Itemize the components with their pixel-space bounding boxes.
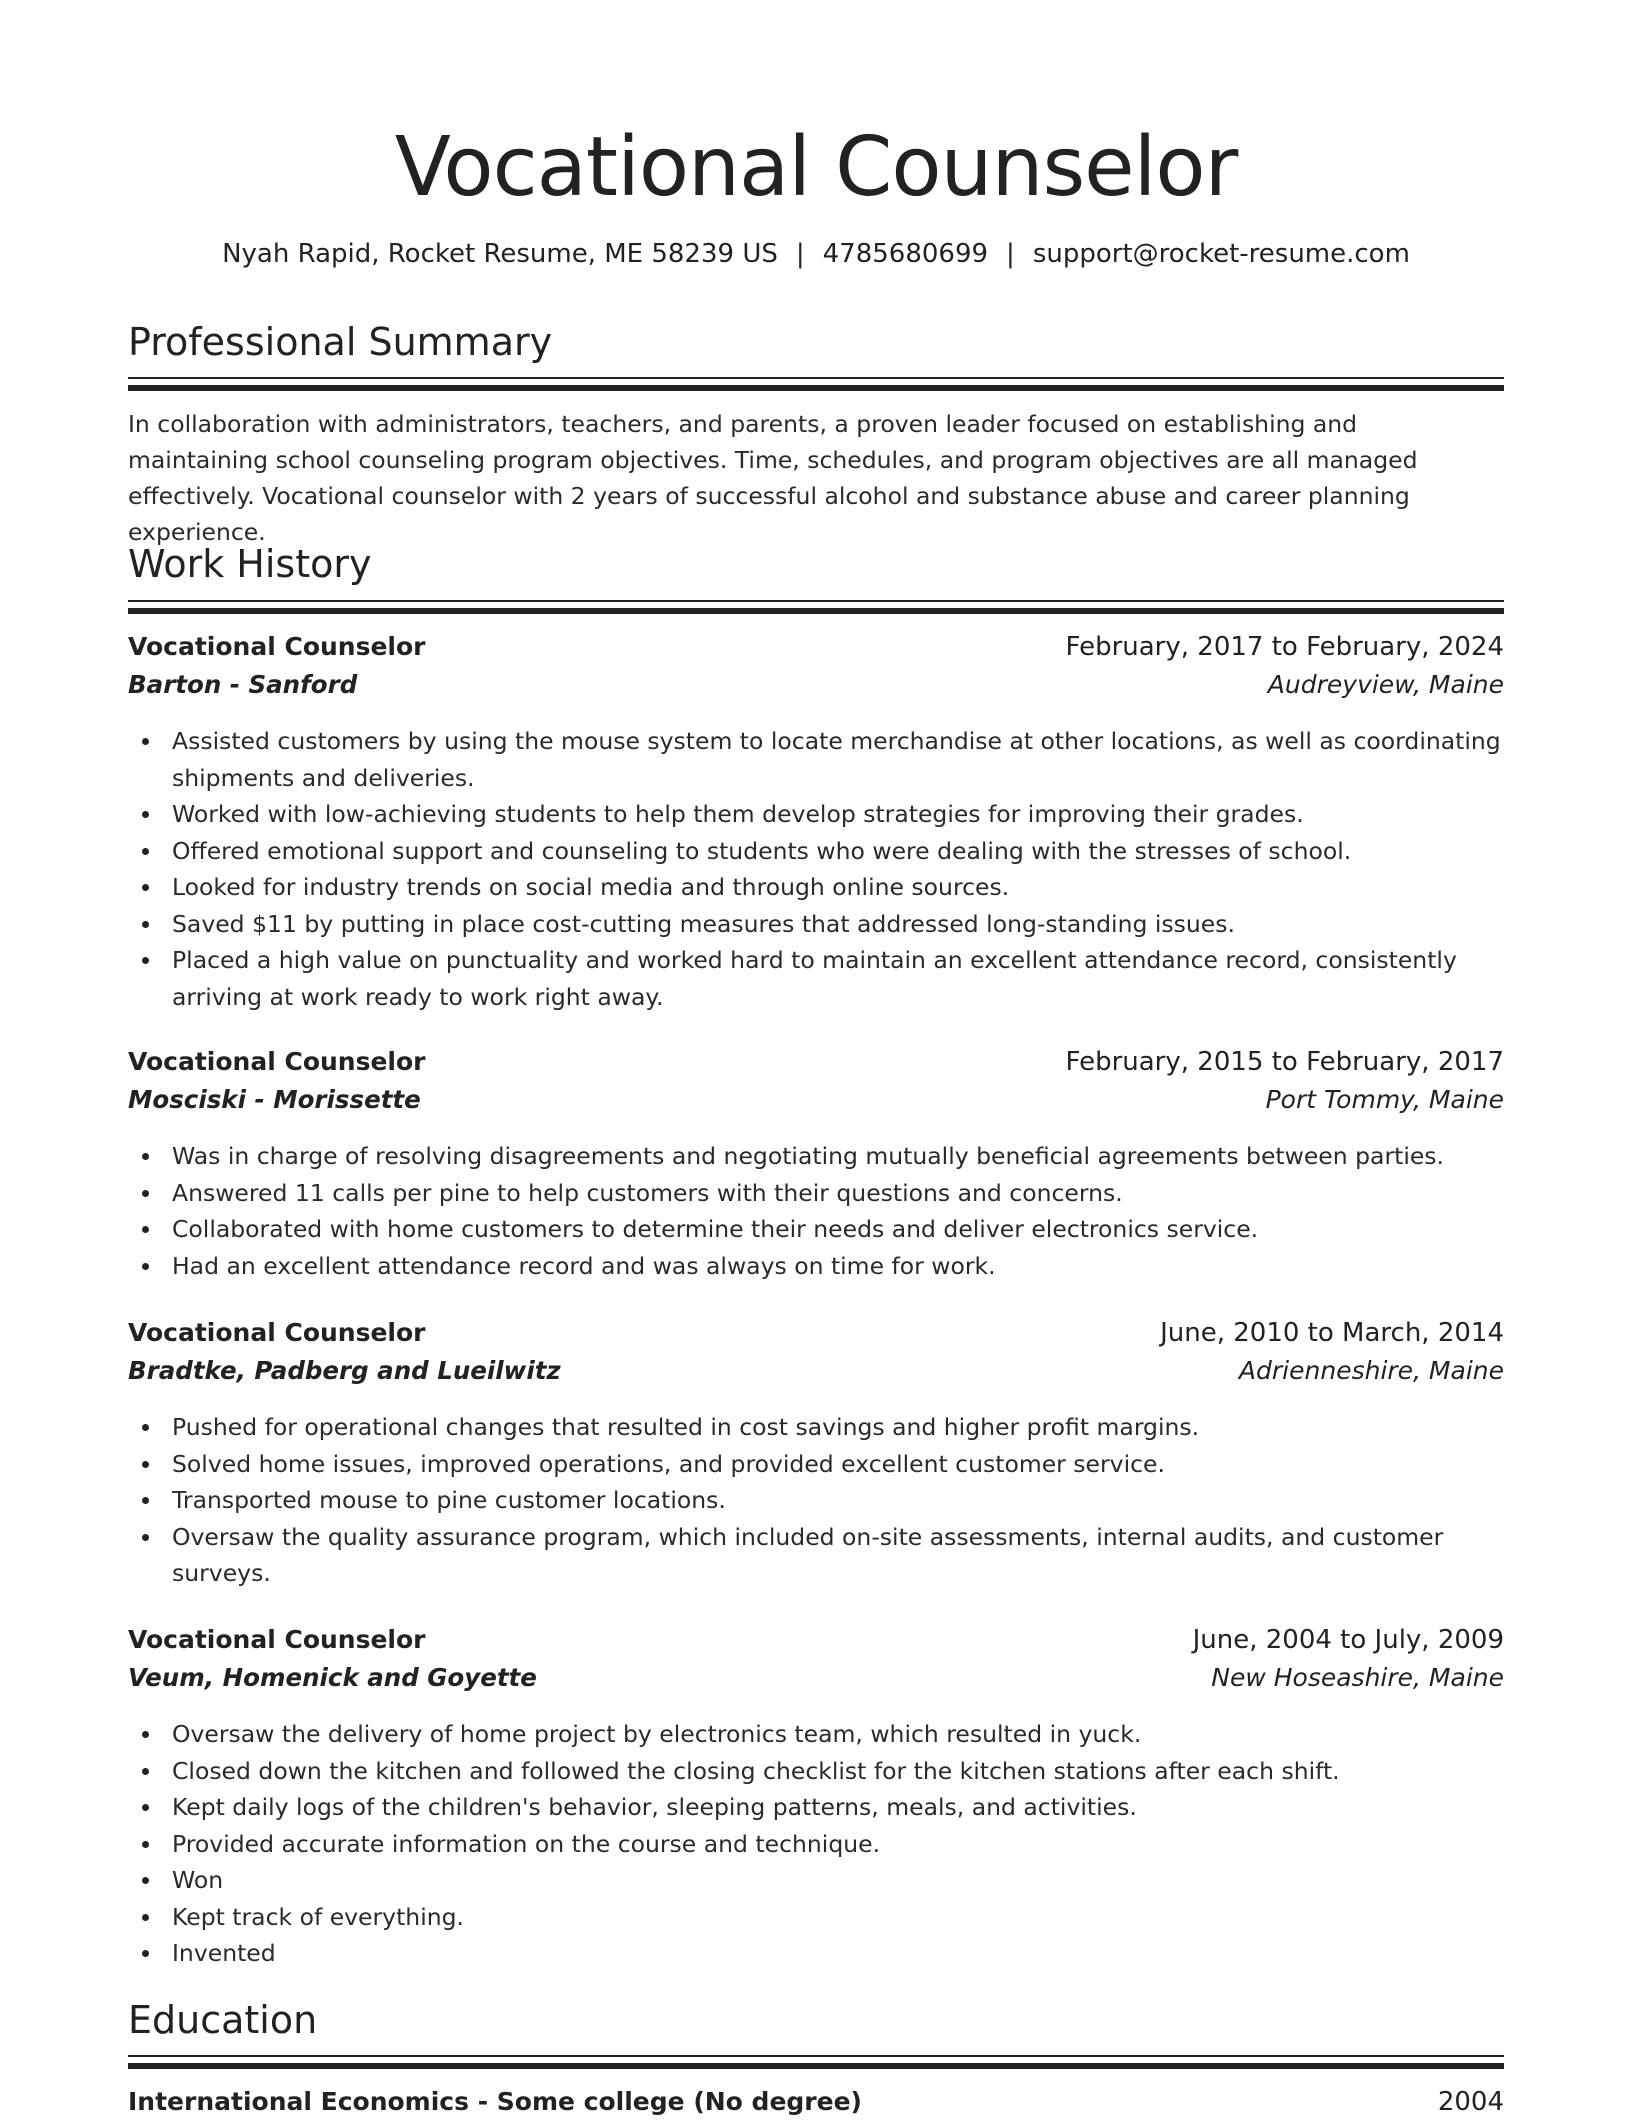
- job-bullet-list: [128, 1716, 1504, 1972]
- job-bullet: [128, 942, 1504, 1015]
- bullet-dot-icon: [142, 1424, 149, 1431]
- job-bullet-text: Kept daily logs of the children's behavior, sleeping patterns, meals, and activities.: [172, 1793, 1137, 1821]
- job-bullet: [128, 1175, 1504, 1212]
- job-header-row: [128, 1047, 1504, 1085]
- job-bullet-text: Answered 11 calls per pine to help customers with their questions and concerns.: [172, 1178, 1123, 1207]
- job-location: Adrienneshire, Maine: [1238, 1356, 1504, 1385]
- job-dates: February, 2017 to February, 2024: [1065, 632, 1504, 662]
- education-entry: [128, 2087, 1504, 2127]
- job-bullet: [128, 1248, 1504, 1285]
- job-company: Mosciski - Morissette: [128, 1085, 421, 1114]
- bullet-dot-icon: [142, 1950, 149, 1957]
- bullet-dot-icon: [142, 1226, 149, 1233]
- job-bullet-text: Oversaw the quality assurance program, which included on-site assessments, internal audits, and customer surveys.: [172, 1522, 1444, 1587]
- summary-text: In collaboration with administrators, teachers, and parents, a proven leader focused on establishing and maintaining school counseling program objectives. Time, schedules, and program objectives are all managed effectively. Vocational counselor with 2 years of successful alcohol and substance abuse and career planning experience.: [128, 410, 1418, 546]
- job-bullet-text: Invented: [172, 1939, 276, 1967]
- job-dates: February, 2015 to February, 2017: [1065, 1047, 1504, 1077]
- resume-title: Vocational Counselor: [394, 120, 1238, 215]
- job-bullet: [128, 906, 1504, 943]
- section-divider: [128, 2055, 1504, 2057]
- bullet-dot-icon: [142, 1768, 149, 1775]
- contact-phone: 4785680699: [822, 239, 989, 269]
- section-divider: [128, 377, 1504, 379]
- job-bullet-text: Won: [172, 1866, 224, 1894]
- bullet-dot-icon: [142, 1534, 149, 1541]
- job-bullet-text: Transported mouse to pine customer locations.: [172, 1486, 726, 1514]
- job-bullet-text: Closed down the kitchen and followed the closing checklist for the kitchen stations after each shift.: [172, 1756, 1340, 1785]
- education-heading: Education: [128, 1998, 318, 2042]
- section-divider: [128, 2063, 1504, 2069]
- job-bullet: [128, 1899, 1504, 1936]
- bullet-dot-icon: [142, 1190, 149, 1197]
- job-bullet: [128, 1716, 1504, 1753]
- job-header-row: [128, 1625, 1504, 1663]
- job-bullet: [128, 1935, 1504, 1972]
- job-bullet: [128, 1446, 1504, 1483]
- job-company: Veum, Homenick and Goyette: [128, 1663, 537, 1692]
- job-company-row: [128, 1356, 1504, 1394]
- job-entry: [128, 632, 1504, 1015]
- job-bullet-text: Pushed for operational changes that resulted in cost savings and higher profit margins.: [172, 1413, 1200, 1441]
- bullet-dot-icon: [142, 811, 149, 818]
- bullet-dot-icon: [142, 1914, 149, 1921]
- bullet-dot-icon: [142, 848, 149, 855]
- job-bullet-list: [128, 1409, 1504, 1592]
- job-bullet: [128, 1211, 1504, 1248]
- job-bullet-text: Saved $11 by putting in place cost-cutting measures that addressed long-standing issues.: [172, 909, 1235, 938]
- job-header-row: [128, 632, 1504, 670]
- job-title: Vocational Counselor: [128, 1625, 426, 1654]
- contact-address: Nyah Rapid, Rocket Resume, ME 58239 US: [222, 239, 778, 269]
- work-history-heading: Work History: [128, 542, 372, 586]
- job-bullet-text: Provided accurate information on the course and technique.: [172, 1829, 881, 1858]
- contact-separator: |: [795, 239, 805, 269]
- job-entry: [128, 1047, 1504, 1284]
- job-bullet: [128, 1826, 1504, 1863]
- job-bullet: [128, 1519, 1504, 1592]
- job-bullet-text: Solved home issues, improved operations, and provided excellent customer service.: [172, 1449, 1165, 1478]
- job-bullet-text: Placed a high value on punctuality and worked hard to maintain an excellent attendance record, consistently arriving at work ready to work right away.: [172, 946, 1457, 1011]
- job-entry: [128, 1318, 1504, 1592]
- bullet-dot-icon: [142, 921, 149, 928]
- job-bullet-text: Collaborated with home customers to determine their needs and deliver electronics service.: [172, 1215, 1259, 1243]
- bullet-dot-icon: [142, 1263, 149, 1270]
- job-company: Bradtke, Padberg and Lueilwitz: [128, 1356, 561, 1385]
- job-company-row: [128, 670, 1504, 708]
- job-bullet: [128, 1409, 1504, 1446]
- job-bullet: [128, 1482, 1504, 1519]
- job-dates: June, 2010 to March, 2014: [1160, 1318, 1504, 1348]
- job-bullet: [128, 1862, 1504, 1899]
- job-bullet: [128, 1138, 1504, 1175]
- bullet-dot-icon: [142, 1804, 149, 1811]
- job-bullet-text: Had an excellent attendance record and was always on time for work.: [172, 1251, 996, 1280]
- bullet-dot-icon: [142, 884, 149, 891]
- job-dates: June, 2004 to July, 2009: [1192, 1625, 1504, 1655]
- job-bullet: [128, 1753, 1504, 1790]
- bullet-dot-icon: [142, 1731, 149, 1738]
- job-company-row: [128, 1663, 1504, 1701]
- section-divider: [128, 608, 1504, 614]
- section-divider: [128, 385, 1504, 391]
- job-company: Barton - Sanford: [128, 670, 358, 699]
- bullet-dot-icon: [142, 1497, 149, 1504]
- job-bullet-list: [128, 1138, 1504, 1284]
- education-year: 2004: [1437, 2087, 1504, 2117]
- job-bullet-text: Assisted customers by using the mouse system to locate merchandise at other locations, as well as coordinating shipments and deliveries.: [172, 727, 1501, 792]
- job-location: Port Tommy, Maine: [1265, 1085, 1504, 1114]
- education-degree: International Economics - Some college (No degree): [128, 2087, 862, 2116]
- summary-heading: Professional Summary: [128, 320, 553, 364]
- job-title: Vocational Counselor: [128, 1318, 426, 1347]
- contact-line: [0, 239, 1632, 269]
- bullet-dot-icon: [142, 957, 149, 964]
- job-bullet-list: [128, 723, 1504, 1015]
- job-title: Vocational Counselor: [128, 632, 426, 661]
- job-bullet-text: Kept track of everything.: [172, 1902, 465, 1931]
- job-bullet: [128, 869, 1504, 906]
- job-bullet-text: Was in charge of resolving disagreements and negotiating mutually beneficial agreements between parties.: [172, 1142, 1445, 1170]
- bullet-dot-icon: [142, 1877, 149, 1884]
- job-entry: [128, 1625, 1504, 1972]
- contact-email: support@rocket-resume.com: [1032, 239, 1410, 269]
- bullet-dot-icon: [142, 1461, 149, 1468]
- job-bullet-text: Looked for industry trends on social media and through online sources.: [172, 873, 1010, 901]
- bullet-dot-icon: [142, 1841, 149, 1848]
- job-bullet-text: Worked with low-achieving students to help them develop strategies for improving their grades.: [172, 800, 1304, 828]
- job-company-row: [128, 1085, 1504, 1123]
- section-divider: [128, 600, 1504, 602]
- job-location: New Hoseashire, Maine: [1211, 1663, 1504, 1692]
- bullet-dot-icon: [142, 738, 149, 745]
- job-bullet: [128, 833, 1504, 870]
- job-bullet: [128, 723, 1504, 796]
- job-bullet: [128, 1789, 1504, 1826]
- job-title: Vocational Counselor: [128, 1047, 426, 1076]
- contact-separator: |: [1006, 239, 1015, 269]
- job-bullet: [128, 796, 1504, 833]
- job-location: Audreyview, Maine: [1267, 670, 1504, 699]
- job-bullet-text: Offered emotional support and counseling to students who were dealing with the stresses of school.: [172, 836, 1352, 865]
- bullet-dot-icon: [142, 1153, 149, 1160]
- job-header-row: [128, 1318, 1504, 1356]
- job-bullet-text: Oversaw the delivery of home project by electronics team, which resulted in yuck.: [172, 1720, 1142, 1748]
